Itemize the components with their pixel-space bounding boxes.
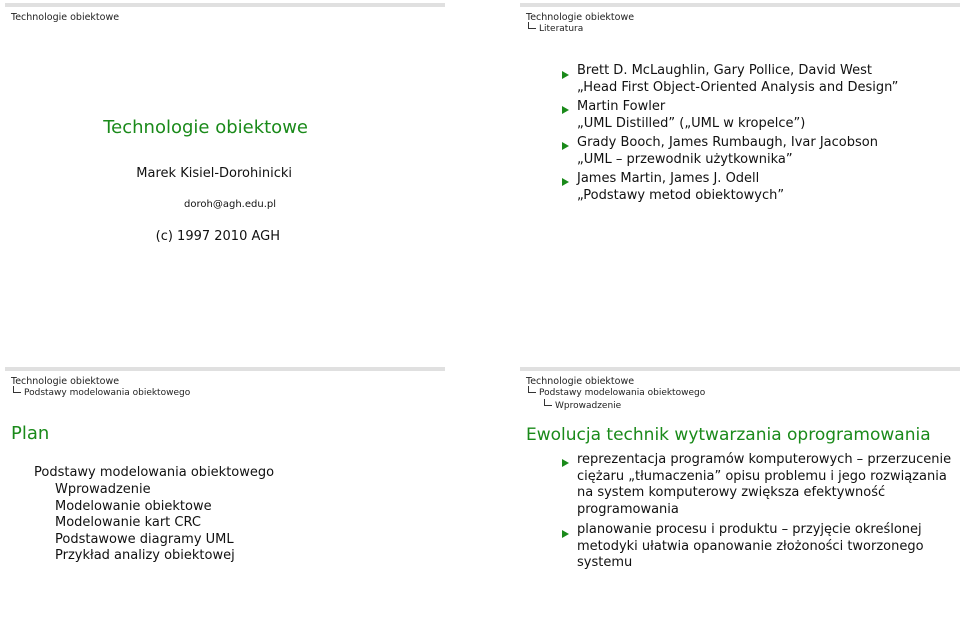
slide-ewolucja xyxy=(520,367,960,617)
toc-subsection[interactable]: Podstawowe diagramy UML xyxy=(55,532,234,547)
ref-authors: Grady Booch, James Rumbaugh, Ivar Jacobson xyxy=(577,135,878,150)
bullet-triangle-icon xyxy=(562,106,569,114)
ref-authors: Martin Fowler xyxy=(577,99,666,114)
ref-title: „UML – przewodnik użytkownika” xyxy=(577,152,793,167)
author-name: Marek Kisiel-Dorohinicki xyxy=(136,166,292,181)
subsection-label: Podstawy modelowania obiektowego xyxy=(528,387,705,399)
slide-header: Technologie obiektowe xyxy=(526,376,635,387)
ref-title: „UML Distilled” („UML w kropelce”) xyxy=(577,116,806,131)
slide-top-bar xyxy=(520,367,960,371)
slide-title xyxy=(5,3,445,253)
author-email: doroh@agh.edu.pl xyxy=(184,199,276,210)
bullet-text-line: reprezentacja programów komputerowych – przerzucenie xyxy=(577,452,952,467)
subsection-label: Podstawy modelowania obiektowego xyxy=(13,387,190,399)
bullet-triangle-icon xyxy=(562,142,569,150)
ref-authors: Brett D. McLaughlin, Gary Pollice, David West xyxy=(577,63,873,78)
slide-header: Technologie obiektowe xyxy=(11,376,120,387)
slide-top-bar xyxy=(520,3,960,7)
slide-header: Technologie obiektowe xyxy=(11,12,120,23)
bullet-triangle-icon xyxy=(562,459,569,467)
bullet-triangle-icon xyxy=(562,530,569,538)
ref-title: „Head First Object-Oriented Analysis and Design” xyxy=(577,80,899,95)
slide-top-bar xyxy=(5,367,445,371)
slide-header: Technologie obiektowe xyxy=(526,12,635,23)
tree-corner-icon xyxy=(528,22,536,29)
ref-authors: James Martin, James J. Odell xyxy=(577,171,760,186)
bullet-text-line: ciężaru „tłumaczenia” opisu problemu i jego rozwiązania xyxy=(577,469,947,484)
bullet-text-line: planowanie procesu i produktu – przyjęcie określonej xyxy=(577,522,922,537)
toc-subsection[interactable]: Modelowanie kart CRC xyxy=(55,515,201,530)
ref-title: „Podstawy metod obiektowych” xyxy=(577,188,785,203)
toc-section[interactable]: Podstawy modelowania obiektowego xyxy=(34,465,275,480)
subsection-label: Literatura xyxy=(528,23,583,35)
bullet-text-line: na system komputerowy zwiększa efektywność xyxy=(577,485,886,500)
frame-title: Ewolucja technik wytwarzania oprogramowania xyxy=(526,425,931,445)
presentation-title: Technologie obiektowe xyxy=(103,117,308,138)
subsubsection-label: Wprowadzenie xyxy=(544,400,621,412)
toc-subsection[interactable]: Modelowanie obiektowe xyxy=(55,499,212,514)
bullet-text-line: programowania xyxy=(577,502,679,517)
copyright-line: (c) 1997 2010 AGH xyxy=(155,229,280,244)
tree-corner-icon xyxy=(13,386,21,393)
bullet-text-line: metodyki ułatwia opanowanie złożoności tworzonego xyxy=(577,539,924,554)
slide-literatura xyxy=(520,3,960,253)
frame-title: Plan xyxy=(11,423,50,444)
tree-corner-icon xyxy=(544,399,552,406)
tree-corner-icon xyxy=(528,386,536,393)
toc-subsection[interactable]: Przykład analizy obiektowej xyxy=(55,548,235,563)
bullet-text-line: systemu xyxy=(577,555,633,570)
toc-subsection[interactable]: Wprowadzenie xyxy=(55,482,151,497)
bullet-triangle-icon xyxy=(562,71,569,79)
slide-plan xyxy=(5,367,445,617)
slide-top-bar xyxy=(5,3,445,7)
bullet-triangle-icon xyxy=(562,178,569,186)
